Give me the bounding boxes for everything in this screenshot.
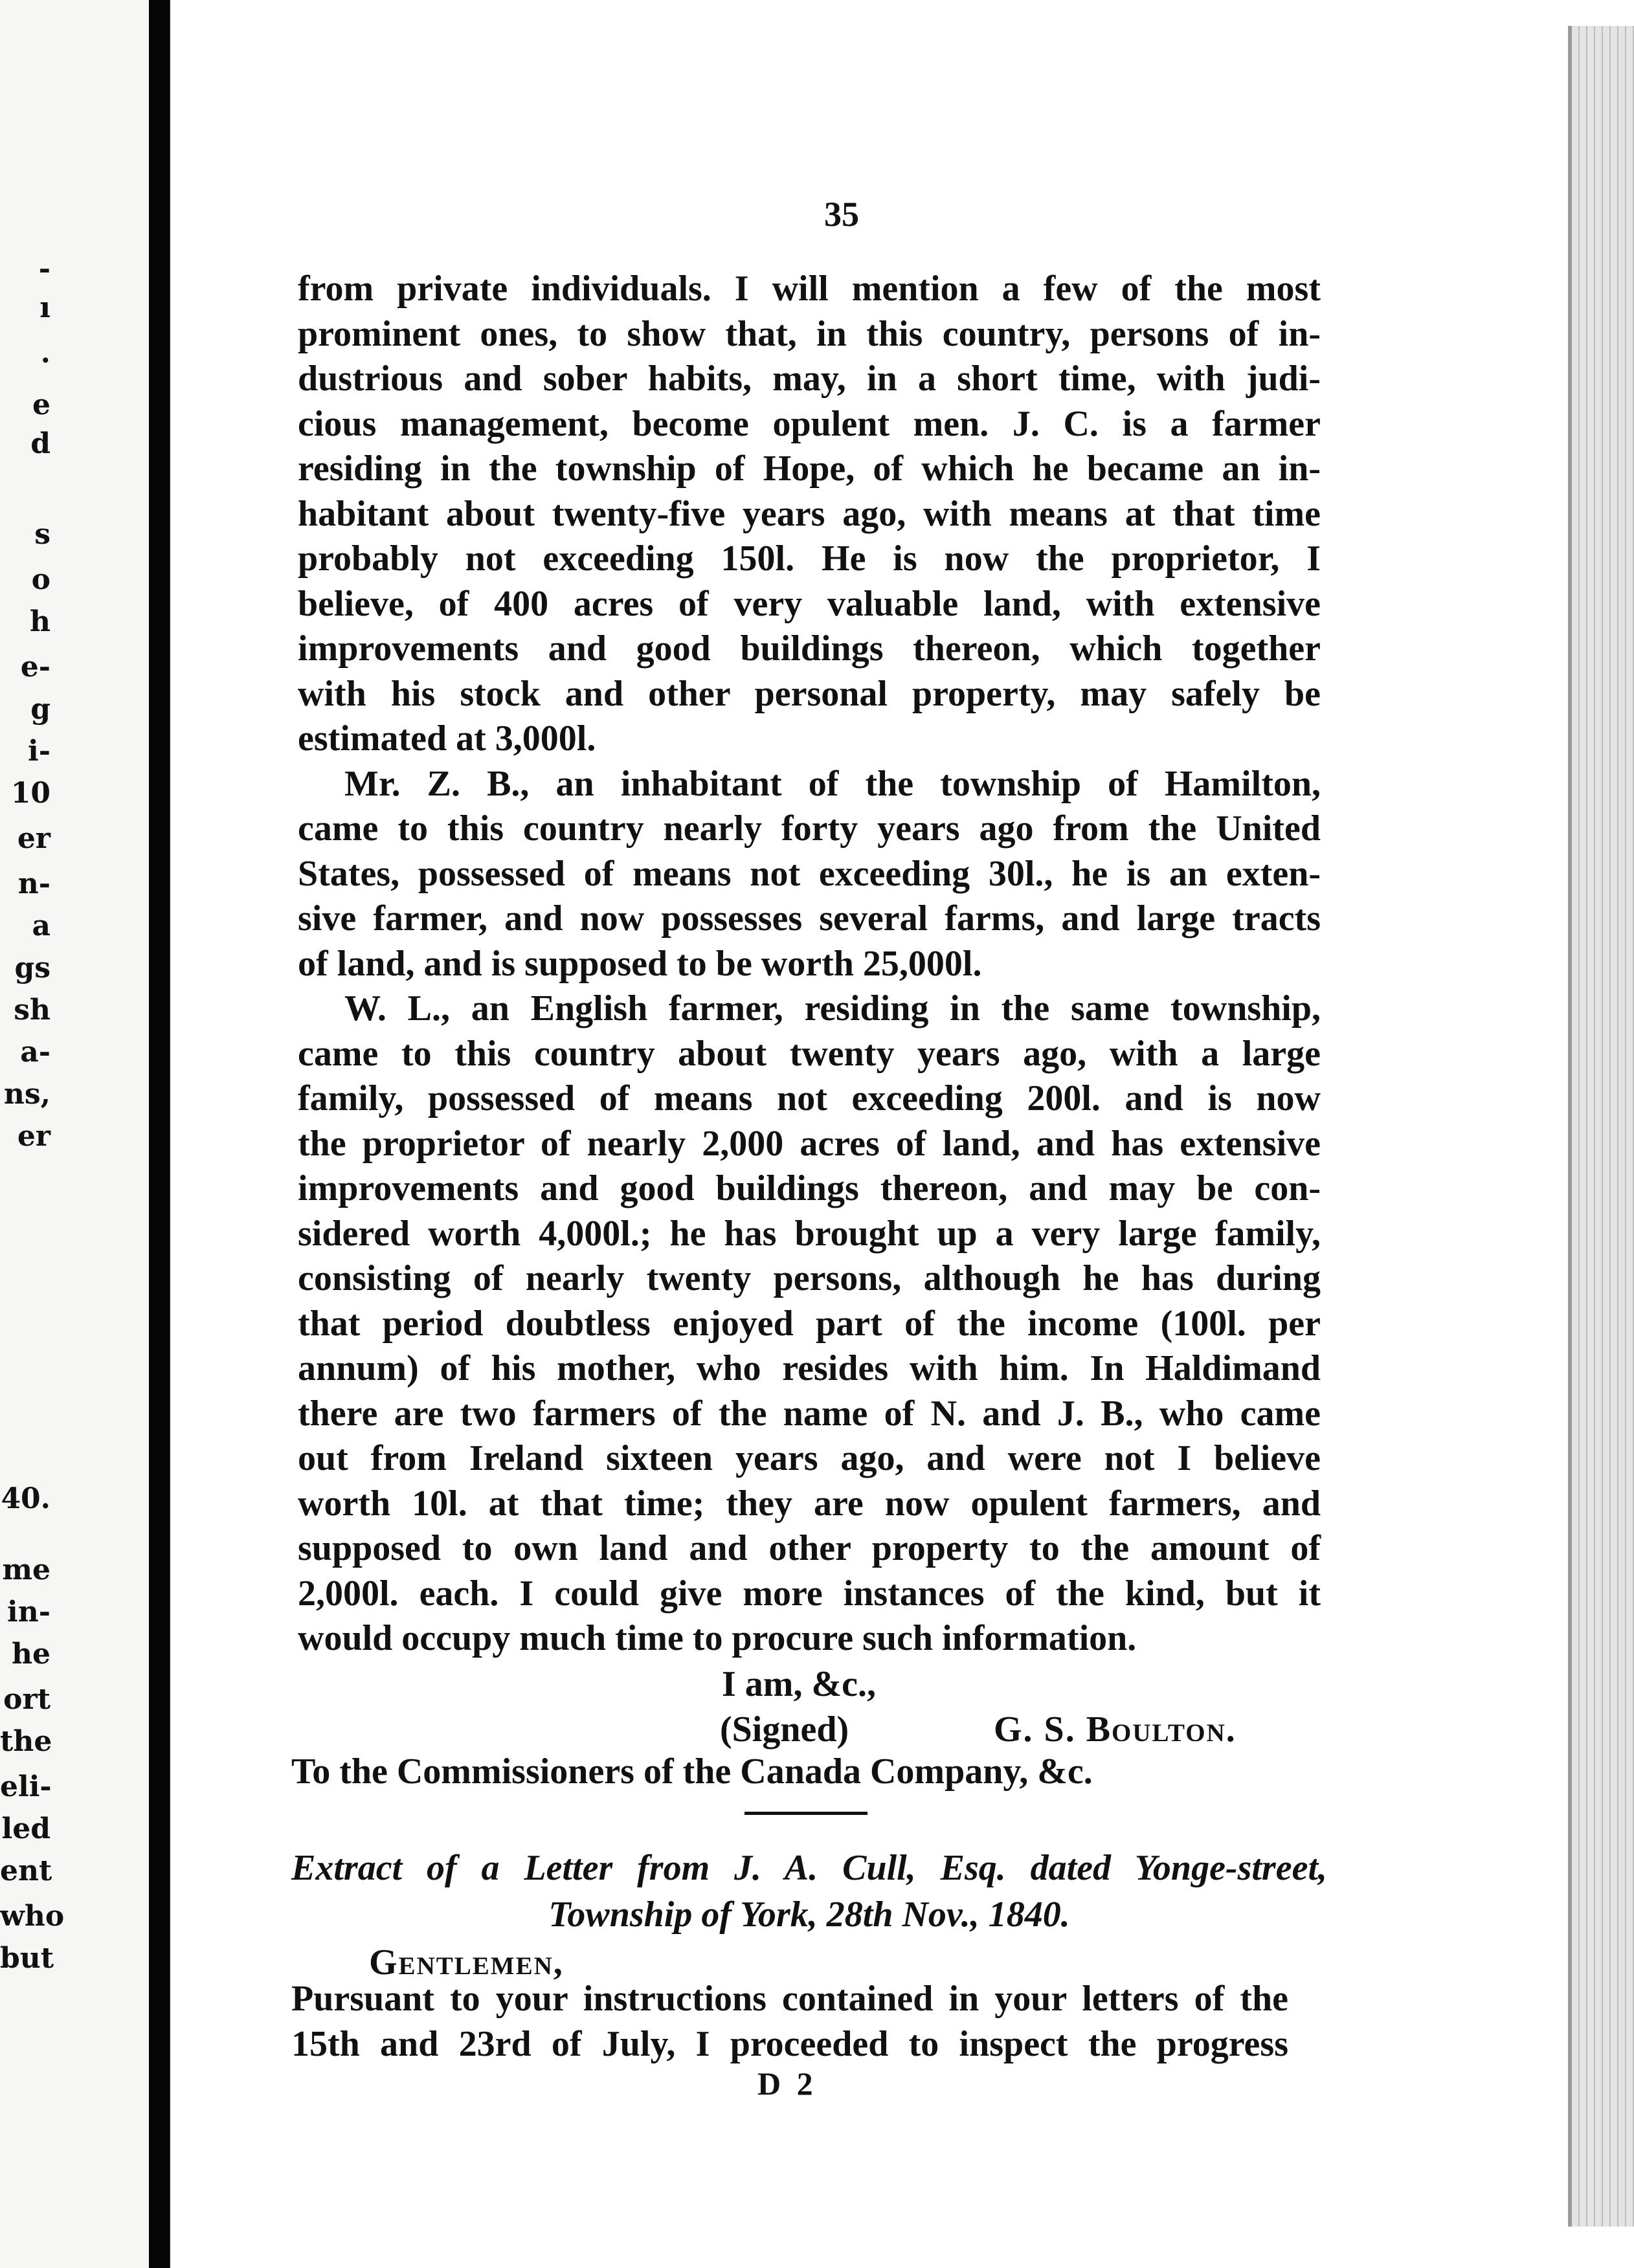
signature-mark: D 2 <box>757 2065 817 2102</box>
text-line: Pursuant to your instructions contained in your letters of the <box>291 1979 1288 2019</box>
facing-page-fragment: who <box>0 1900 65 1933</box>
facing-page-fragment: er <box>17 1120 50 1153</box>
facing-page-fragment: he <box>12 1638 50 1671</box>
facing-page-fragment: ent <box>0 1854 52 1887</box>
facing-page-fragment: - <box>38 252 50 285</box>
facing-page-fragment: a <box>32 909 50 942</box>
text-line: 2,000l. each. I could give more instances of the kind, but it <box>298 1573 1321 1614</box>
extract-body <box>291 1977 1288 2067</box>
text-line: W. L., an English farmer, residing in the same township, <box>344 988 1321 1028</box>
salutation: Gentlemen, <box>369 1942 564 1983</box>
text-line: came to this country about twenty years ago, with a large <box>298 1033 1321 1074</box>
book-gutter <box>149 0 170 2268</box>
text-line: came to this country nearly forty years ago from the United <box>298 808 1321 849</box>
section-divider <box>744 1812 867 1815</box>
facing-page-edge <box>0 0 149 2268</box>
facing-page-fragment: gs <box>14 951 50 984</box>
text-line: dustrious and sober habits, may, in a short time, with judi- <box>298 359 1321 399</box>
text-line: probably not exceeding 150l. He is now the proprietor, I <box>298 539 1321 579</box>
facing-page-fragment: n- <box>17 867 50 900</box>
letter-body <box>298 267 1321 1662</box>
text-line: family, possessed of means not exceeding 200l. and is now <box>298 1078 1321 1118</box>
extract-heading-line2: Township of York, 28th Nov., 1840. <box>548 1895 1070 1935</box>
text-line: States, possessed of means not exceeding 30l., he is an exten- <box>298 853 1321 894</box>
text-line: prominent ones, to show that, in this country, persons of in- <box>298 313 1321 354</box>
facing-page-fragment: e- <box>20 650 50 684</box>
text-line: 15th and 23rd of July, I proceeded to inspect the progress <box>291 2023 1288 2064</box>
facing-page-fragment: o <box>31 563 50 596</box>
facing-page-fragment: sh <box>14 994 50 1027</box>
facing-page-fragment: ns, <box>3 1078 50 1111</box>
text-line: residing in the township of Hope, of which he became an in- <box>298 449 1321 489</box>
facing-page-fragment: d <box>30 427 50 460</box>
text-line: there are two farmers of the name of N. and J. B., who came <box>298 1393 1321 1434</box>
signature: G. S. Boulton. <box>994 1709 1237 1750</box>
text-line: sidered worth 4,000l.; he has brought up a very large family, <box>298 1213 1321 1254</box>
facing-page-fragment: me <box>2 1553 50 1586</box>
facing-page-fragment: er <box>17 822 50 855</box>
text-line: believe, of 400 acres of very valuable land, with extensive <box>298 583 1321 624</box>
facing-page-fragment: h <box>30 605 50 638</box>
text-line: cious management, become opulent men. J. C. is a farmer <box>298 403 1321 444</box>
facing-page-fragment: eli- <box>0 1770 52 1803</box>
text-line: with his stock and other personal property, may safely be <box>298 673 1321 714</box>
facing-page-fragment: g <box>30 693 50 726</box>
text-line: supposed to own land and other property to the amount of <box>298 1528 1321 1568</box>
facing-page-fragment: led <box>1 1812 50 1845</box>
page-block-edge <box>1568 26 1634 2227</box>
text-line: sive farmer, and now possesses several farms, and large tracts <box>298 898 1321 939</box>
facing-page-fragment: in- <box>7 1595 50 1629</box>
page-number: 35 <box>824 195 859 234</box>
text-line: of land, and is supposed to be worth 25,000l. <box>298 943 982 984</box>
text-line: habitant about twenty-five years ago, with means at that time <box>298 493 1321 534</box>
addressee: To the Commissioners of the Canada Company, &c. <box>291 1751 1093 1792</box>
signed-label: (Signed) <box>720 1709 849 1750</box>
text-line: improvements and good buildings thereon, which together <box>298 628 1321 669</box>
extract-heading-line1: Extract of a Letter from J. A. Cull, Esq. dated Yonge-street, <box>291 1848 1327 1888</box>
text-line: Mr. Z. B., an inhabitant of the township of Hamilton, <box>344 763 1321 804</box>
text-line: that period doubtless enjoyed part of the income (100l. per <box>298 1303 1321 1344</box>
facing-page-fragment: but <box>0 1942 54 1975</box>
text-line: the proprietor of nearly 2,000 acres of land, and has extensive <box>298 1123 1321 1164</box>
facing-page-fragment: e <box>32 388 50 421</box>
text-line: consisting of nearly twenty persons, although he has during <box>298 1258 1321 1298</box>
letter-closing: I am, &c., <box>722 1664 876 1704</box>
facing-page-fragment: 10 <box>10 777 50 810</box>
facing-page-fragment: 40. <box>1 1482 50 1515</box>
text-line: estimated at 3,000l. <box>298 718 596 759</box>
facing-page-fragment: a- <box>20 1036 50 1069</box>
text-line: would occupy much time to procure such information. <box>298 1618 1137 1658</box>
facing-page-fragment: the <box>0 1725 52 1758</box>
facing-page-fragment: i- <box>28 735 50 768</box>
text-line: out from Ireland sixteen years ago, and were not I believe <box>298 1438 1321 1478</box>
text-line: annum) of his mother, who resides with him. In Haldimand <box>298 1348 1321 1388</box>
text-line: from private individuals. I will mention a few of the most <box>298 269 1321 309</box>
facing-page-fragment: . <box>40 337 50 370</box>
facing-page-fragment: ı <box>39 291 50 324</box>
text-line: improvements and good buildings thereon, and may be con- <box>298 1168 1321 1208</box>
text-line: worth 10l. at that time; they are now opulent farmers, and <box>298 1483 1321 1524</box>
facing-page-fragment: s <box>34 518 50 551</box>
facing-page-fragment: ort <box>3 1683 50 1716</box>
